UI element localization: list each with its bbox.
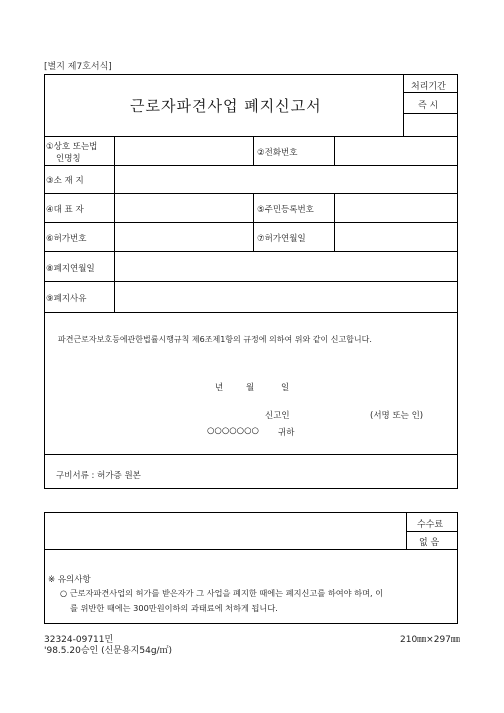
resident-number-field[interactable]: [335, 194, 457, 221]
fee-value: 없 음: [419, 538, 440, 548]
applicant-label: 신고인: [265, 411, 290, 421]
closure-reason-label: ⑨폐지사유: [46, 294, 87, 304]
processing-period-value: 즉 시: [418, 101, 439, 111]
representative-field[interactable]: [115, 194, 252, 221]
phone-label: ②전화번호: [257, 148, 298, 158]
date-year: 년: [215, 383, 224, 393]
notice-title: ※ 유의사항: [48, 575, 91, 585]
recipient-name: ○○○○○○○: [207, 426, 259, 436]
permit-date-field[interactable]: [335, 223, 457, 250]
attachments-text: 구비서류 : 허가증 원본: [56, 471, 141, 481]
permit-date-label: ⑦허가연월일: [257, 234, 306, 244]
representative-label: ④대 표 자: [46, 205, 84, 215]
date-day: 일: [281, 383, 290, 393]
closure-reason-field[interactable]: [115, 282, 457, 311]
closure-date-field[interactable]: [115, 252, 457, 280]
form-number-label: [별지 제7호서식]: [44, 62, 112, 72]
form-title: 근로자파견사업 폐지신고서: [130, 97, 322, 115]
recipient-suffix: 귀하: [278, 428, 295, 438]
signature-label: (서명 또는 인): [370, 411, 424, 421]
paper-size: 210㎜×297㎜: [400, 635, 460, 645]
company-name-label-2: 인명칭: [56, 154, 81, 164]
address-field[interactable]: [115, 166, 457, 192]
form-code: 32324-09711민: [44, 635, 114, 645]
permit-number-field[interactable]: [115, 223, 252, 250]
company-name-label-1: ①상호 또는법: [46, 142, 98, 152]
date-month: 월: [246, 383, 255, 393]
address-label: ③소 재 지: [46, 176, 84, 186]
notice-line-2: 를 위반한 때에는 300만원이하의 과태료에 처하게 됩니다.: [70, 603, 278, 613]
approval-text: '98.5.20승인 (신문용지54g/㎡): [44, 646, 173, 656]
processing-period-label: 처리기간: [411, 82, 446, 92]
permit-number-label: ⑥허가번호: [46, 234, 87, 244]
resident-number-label: ⑤주민등록번호: [257, 205, 314, 215]
fee-label: 수수료: [417, 520, 444, 530]
closure-date-label: ⑧폐지연월일: [46, 264, 95, 274]
company-name-field[interactable]: [115, 137, 252, 164]
declaration-text: 파견근로자보호등에관한법률시행규칙 제6조제1항의 규정에 의하여 위와 같이 신고합니다.: [58, 335, 372, 344]
phone-field[interactable]: [335, 137, 457, 164]
notice-line-1: ○ 근로자파견사업의 허가를 받은자가 그 사업을 폐지한 때에는 폐지신고를 하여야 하며, 이: [60, 588, 384, 598]
